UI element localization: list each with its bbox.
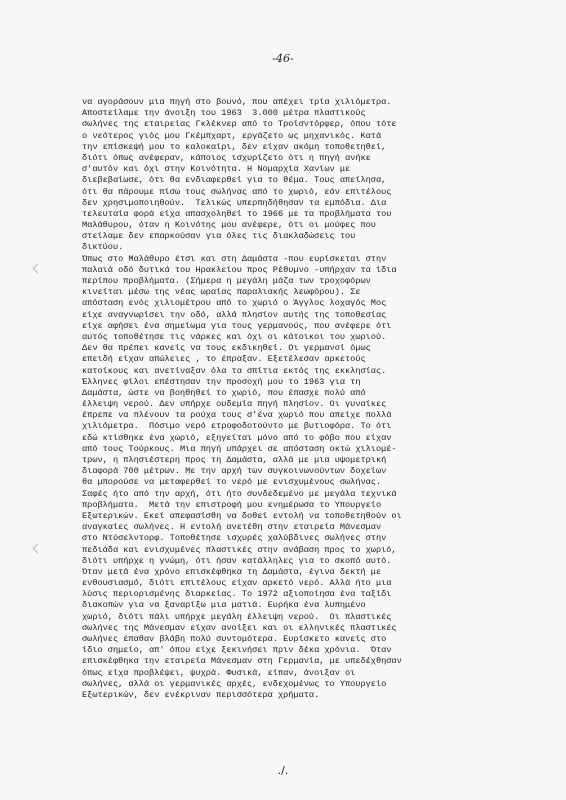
text-line: προβλήματα. Μετά την επιστροφή μου ενημέρωσα το Υπουργείο: [82, 499, 382, 510]
text-line: να αγοράσουν μια πηγή στο βουνό, που απέχει τρία χιλιόμετρα.: [82, 97, 392, 107]
text-line: τελευταία φορά είχα απασχοληθεί το 1966 με τα προβλήματα του: [82, 208, 392, 219]
text-line: χιλιόμετρα. Πόσιμο νερό ετροφοδοτούντο με βυτιοφόρα. Το ότι: [82, 421, 392, 432]
text-line: ενθουσιασμό, διότι επιτέλους είχαν αρκετό νερό. Αλλά ήτο μια: [82, 578, 392, 589]
text-line: επειδή είχαν απώλειες , το έπραξαν. Εξετέλεσαν αρκετούς: [82, 354, 366, 365]
text-line: πεδιάδα και ενισχυμένες πλαστικές στην ανάβαση προς το χωριό,: [82, 544, 397, 555]
text-line: λύσις περιορισμένης διαρκείας. Το 1972 αξιοποίησα ένα ταξίδι: [82, 589, 392, 600]
text-line: σωλήνες έπαθαν βλάβη πολύ συντομότερα. Ευρίσκετο κανείς στο: [82, 634, 387, 644]
text-line: παλαιά οδό δυτικά του Ηρακλείου προς Ρέθυμνο -υπήρχαν τα ίδια: [82, 264, 397, 275]
text-line: έλλειψη νερού. Δεν υπήρχε ουδεμία πηγή πλησίον. Οι γυναίκες: [82, 399, 387, 410]
text-line: θα μπορούσε να μεταφερθεί το νερό με ενισχυμένους σωλήνας.: [82, 477, 382, 488]
text-line: ότι θα πάρουμε πίσω τους σωλήνας από το χωριό, εάν επιτέλους: [82, 186, 392, 197]
text-line: σωλήνες, αλλά οι γερμανικές αρχές, ενδεχομένως το Υπουργείο: [82, 678, 387, 689]
text-line: Αποστείλαμε την άνοιξη του 1963 3.000 μέτρα πλαστικούς: [82, 108, 366, 119]
text-line: Δεν θα πρέπει κανείς να τους εκδικηθεί. Οι γερμανοί όμως: [82, 343, 371, 354]
text-line: κατοίκους και ανετίναξαν όλα τα σπίτια εκτός της εκκλησίας.: [82, 365, 387, 376]
page-number: -46-: [272, 52, 294, 65]
margin-mark: [33, 264, 43, 274]
text-line: εδώ κτίσθηκε ένα χωριό, εξηγείται μόνο από το φόβο που είχαν: [82, 432, 392, 443]
text-line: σωλήνες της εταιρείας Γκλέκνερ από το Τροϊσντόρφερ, όπου τότε: [82, 119, 397, 130]
text-line: είχε αναγνωρίσει την οδό, αλλά πλησίον αυτής της τοποθεσίας: [82, 309, 387, 320]
text-line: ίδιο σημείο, απ' όπου είχε ξεκινήσει πριν δέκα χρόνια. Όταν: [82, 645, 392, 656]
margin-mark: [33, 544, 43, 554]
text-line: Εξωτερικών. Εκεί απεφασίσθη να δοθεί εντολή να τοποθετηθούν οι: [82, 510, 402, 521]
text-line: περίπου προβλήματα. (Σήμερα η μεγάλη μάζα των τροχοφόρων: [82, 276, 371, 286]
text-line: σωλήνες της Μάνεσμαν είχαν ανοίξει και οι ελληνικές πλαστικές: [82, 622, 397, 633]
text-line: Εξωτερικών, δεν ενέκριναν περισσότερα χρήματα.: [82, 689, 320, 700]
text-line: διότι όπως ανέφεραν, κάποιος ισχυρίζετο ότι η πηγή ανήκε: [82, 152, 371, 163]
document-body: [82, 97, 522, 701]
text-line: διαφορά 700 μέτρων. Με την αρχή των συγκοινωνούντων δοχείων: [82, 466, 387, 477]
text-line: κινείται μέσω της νέας ωραίας παραλιακής λεωφόρου). Σε: [82, 287, 361, 298]
text-line: στο Ντύσελντορφ. Τοποθέτησε ισχυρές χαλύβδινες σωλήνες στην: [82, 533, 387, 544]
text-line: διακοπών για να ξαναρίξω μια ματιά. Ευρήκα ένα λυπημένο: [82, 600, 366, 611]
text-line: ο νεότερος γιός μου Γκέμπχαρτ, εργάζετο ως μηχανικός. Κατά: [82, 130, 382, 141]
text-line: έπρεπε να πλένουν τα ρούχα τους σ'ένα χωριό που απείχε πολλά: [82, 410, 392, 421]
page-footer-mark: ./.: [277, 764, 289, 777]
text-line: επισκέφθηκα την εταιρεία Μάνεσμαν στη Γερμανία, με υπεδέχθησαν: [82, 656, 402, 667]
text-line: Σαφές ήτο από την αρχή, ότι ήτο συνδεδεμένο με μεγάλα τεχνικά: [82, 488, 397, 499]
text-line: διότι υπήρχε η γνώμη, ότι ήσαν κατάλληλες για το σκοπό αυτό.: [82, 555, 392, 566]
text-line: Όπως στο Μαλάθυρο έτσι και στη Δαμάστα -που ευρίσκεται στην: [82, 253, 387, 264]
text-line: δικτύου.: [82, 242, 124, 253]
text-line: διεβεβαίωσε, ότι θα ενδιαφερθεί για το θέμα. Τους απείλησα,: [82, 175, 387, 186]
text-line: αυτός τοποθέτησε τις νάρκες και όχι οι κάτοικοι του χωριού.: [82, 331, 387, 342]
text-line: Μαλάθυρου, όταν η Κοινότης μου ανέφερε, ότι οι μούφες που: [82, 220, 376, 231]
text-line: την επίσκεψή μου το καλοκαίρι, δεν είχαν ακόμη τοποθετηθεί,: [82, 141, 387, 152]
text-line: χωριό, διότι πάλι υπήρχε μεγάλη έλλειψη νερού. Οι πλαστικές: [82, 611, 392, 622]
text-line: Δαμάστα, ώστε να βοηθηθεί το χωριό, που έπασχε πολύ από: [82, 387, 366, 398]
text-line: τρων, η πλησιέστερη προς τη Δαμάστα, αλλά με μια υψομετρική: [82, 455, 387, 465]
text-line: από τους Τούρκους. Μια πηγή υπάρχει σε απόσταση οκτώ χιλιομέ-: [82, 443, 397, 454]
text-line: δεν χρησιμοποιηθούν. Τελικώς υπερπηδήθησαν τα εμπόδια. Δια: [82, 197, 387, 208]
text-line: όπως είχα προβλέψει, ψυχρά. Φυσικά, είπαν, άνοιξαν οι: [82, 667, 356, 678]
text-line: αναγκαίες σωλήνες. Η εντολή ανετέθη στην εταιρεία Μάνεσμαν: [82, 522, 382, 533]
text-line: απόσταση ενός χιλιομέτρου από το χωριό ο Άγγλος λοχαγός Μος: [82, 298, 387, 309]
text-line: Όταν μετά ένα χρόνο επισκέφθηκα τη Δαμάστα, έγινα δεκτή με: [82, 566, 382, 577]
text-line: είχε αφήσει ένα σημείωμα για τους γερμανούς, που ανέφερε ότι: [82, 320, 392, 331]
text-line: σ'αυτόν και όχι στην Κοινότητα. Η Νομαρχία Χανίων με: [82, 164, 351, 175]
text-line: Έλληνες φίλοι επέστησαν την προσοχή μου το 1963 για τη: [82, 376, 361, 387]
text-line: στείλαμε δεν επαρκούσαν για όλες τις διακλαδώσεις του: [82, 231, 356, 242]
